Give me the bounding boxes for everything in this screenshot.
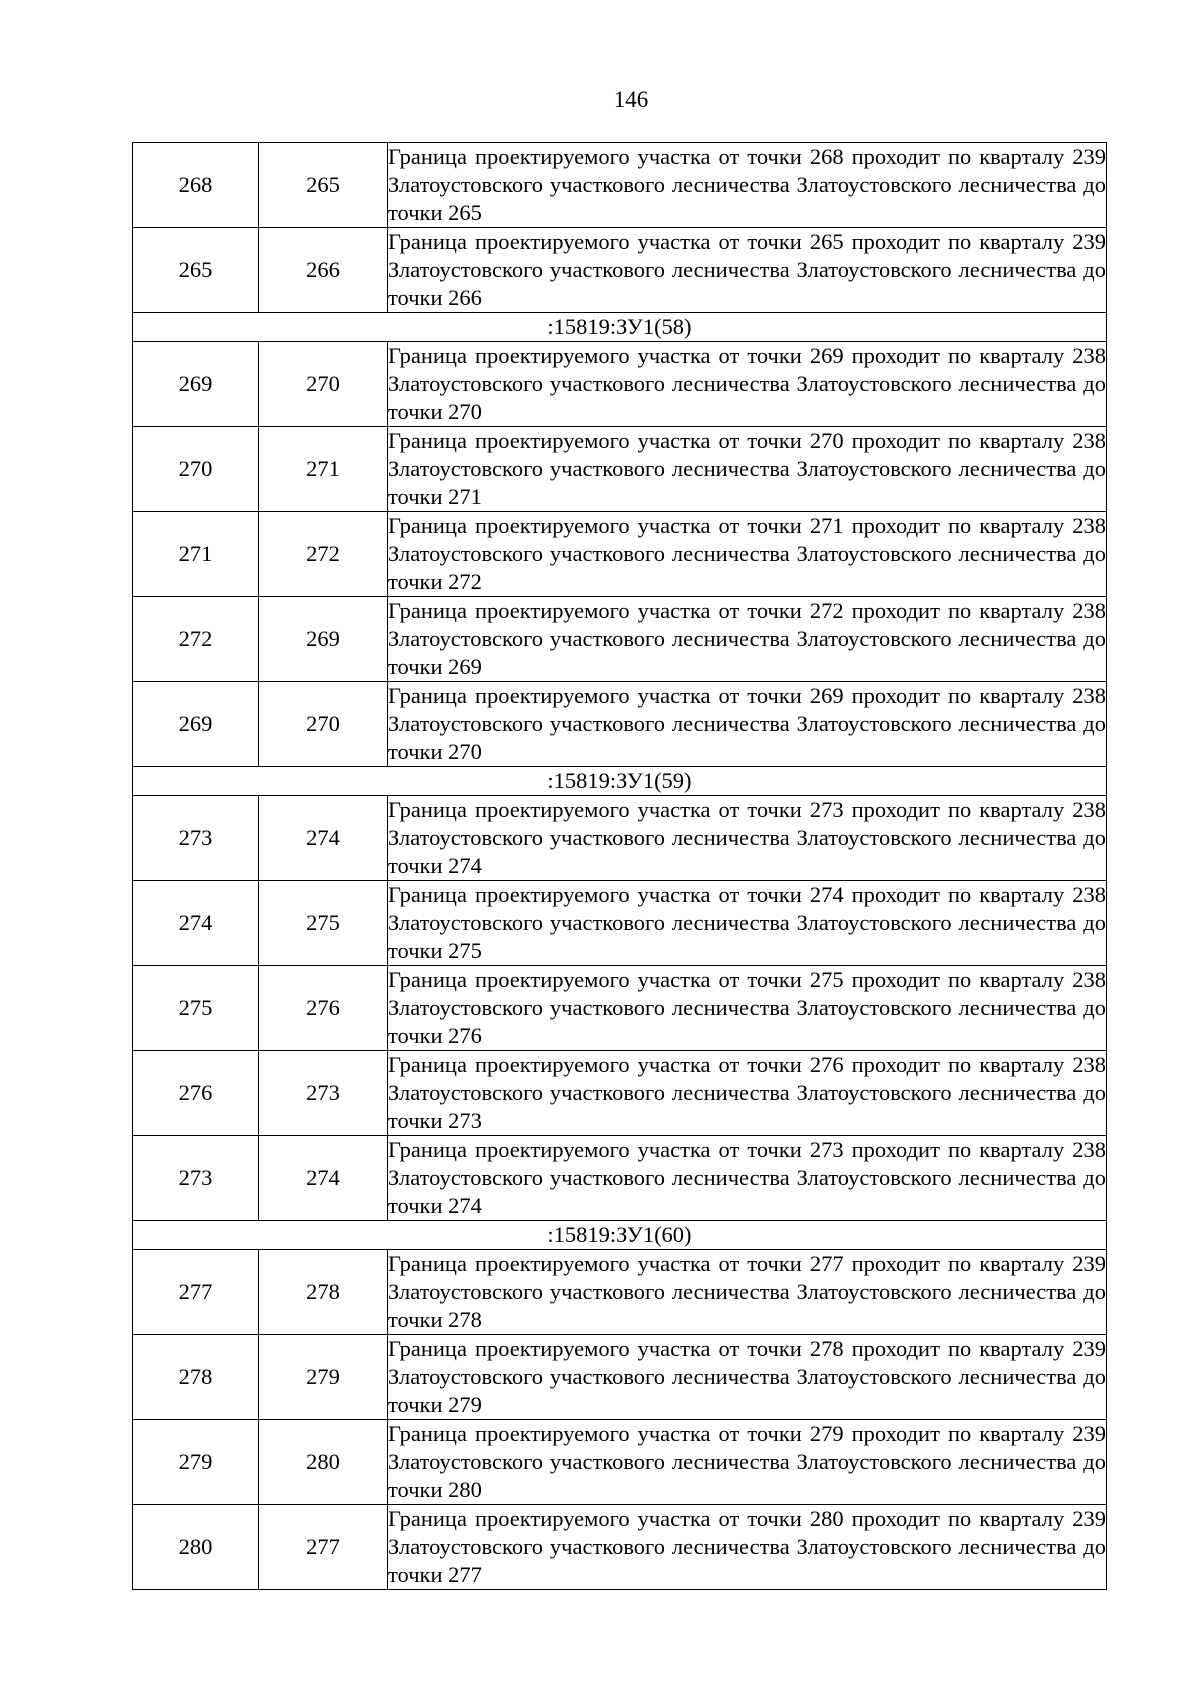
from-point-cell: 280 [133,1505,259,1590]
to-point-cell: 274 [259,796,388,881]
table-row [133,427,1107,512]
page-number: 146 [613,87,649,112]
table-row [133,143,1107,228]
from-point-cell: 271 [133,512,259,597]
description-cell: Граница проектируемого участка от точки 269 проходит по кварталу 238 Златоустовского участкового лесничества Златоустовского лесничества до точки 270 [388,682,1107,767]
table-row [133,1250,1107,1335]
from-point-cell: 273 [133,796,259,881]
description-cell: Граница проектируемого участка от точки 277 проходит по кварталу 239 Златоустовского участкового лесничества Златоустовского лесничества до точки 278 [388,1250,1107,1335]
to-point-cell: 280 [259,1420,388,1505]
from-point-cell: 278 [133,1335,259,1420]
from-point-cell: 273 [133,1136,259,1221]
from-point-cell: 276 [133,1051,259,1136]
description-cell: Граница проектируемого участка от точки 271 проходит по кварталу 238 Златоустовского участкового лесничества Златоустовского лесничества до точки 272 [388,512,1107,597]
to-point-cell: 270 [259,682,388,767]
table-row [133,1335,1107,1420]
from-point-cell: 268 [133,143,259,228]
description-cell: Граница проектируемого участка от точки 269 проходит по кварталу 238 Златоустовского участкового лесничества Златоустовского лесничества до точки 270 [388,342,1107,427]
from-point-cell: 270 [133,427,259,512]
section-header-row [133,767,1107,796]
table-row [133,1051,1107,1136]
section-label: :15819:ЗУ1(60) [133,1221,1107,1250]
boundary-table [132,142,1107,1590]
description-cell: Граница проектируемого участка от точки 274 проходит по кварталу 238 Златоустовского участкового лесничества Златоустовского лесничества до точки 275 [388,881,1107,966]
table-row [133,1136,1107,1221]
from-point-cell: 274 [133,881,259,966]
from-point-cell: 279 [133,1420,259,1505]
to-point-cell: 276 [259,966,388,1051]
description-cell: Граница проектируемого участка от точки 275 проходит по кварталу 238 Златоустовского участкового лесничества Златоустовского лесничества до точки 276 [388,966,1107,1051]
to-point-cell: 271 [259,427,388,512]
from-point-cell: 277 [133,1250,259,1335]
table-body [133,143,1107,1590]
description-cell: Граница проектируемого участка от точки 280 проходит по кварталу 239 Златоустовского участкового лесничества Златоустовского лесничества до точки 277 [388,1505,1107,1590]
to-point-cell: 265 [259,143,388,228]
table-row [133,881,1107,966]
section-label: :15819:ЗУ1(58) [133,313,1107,342]
table-row [133,966,1107,1051]
to-point-cell: 277 [259,1505,388,1590]
table-row [133,597,1107,682]
from-point-cell: 275 [133,966,259,1051]
description-cell: Граница проектируемого участка от точки 272 проходит по кварталу 238 Златоустовского участкового лесничества Златоустовского лесничества до точки 269 [388,597,1107,682]
section-header-row [133,1221,1107,1250]
table-row [133,1505,1107,1590]
description-cell: Граница проектируемого участка от точки 265 проходит по кварталу 239 Златоустовского участкового лесничества Златоустовского лесничества до точки 266 [388,228,1107,313]
from-point-cell: 269 [133,342,259,427]
table-row [133,228,1107,313]
table-row [133,796,1107,881]
from-point-cell: 265 [133,228,259,313]
to-point-cell: 279 [259,1335,388,1420]
description-cell: Граница проектируемого участка от точки 278 проходит по кварталу 239 Златоустовского участкового лесничества Златоустовского лесничества до точки 279 [388,1335,1107,1420]
section-header-row [133,313,1107,342]
to-point-cell: 274 [259,1136,388,1221]
table-row [133,342,1107,427]
description-cell: Граница проектируемого участка от точки 270 проходит по кварталу 238 Златоустовского участкового лесничества Златоустовского лесничества до точки 271 [388,427,1107,512]
description-cell: Граница проектируемого участка от точки 273 проходит по кварталу 238 Златоустовского участкового лесничества Златоустовского лесничества до точки 274 [388,796,1107,881]
to-point-cell: 275 [259,881,388,966]
description-cell: Граница проектируемого участка от точки 279 проходит по кварталу 239 Златоустовского участкового лесничества Златоустовского лесничества до точки 280 [388,1420,1107,1505]
from-point-cell: 272 [133,597,259,682]
description-cell: Граница проектируемого участка от точки 273 проходит по кварталу 238 Златоустовского участкового лесничества Златоустовского лесничества до точки 274 [388,1136,1107,1221]
to-point-cell: 266 [259,228,388,313]
from-point-cell: 269 [133,682,259,767]
to-point-cell: 270 [259,342,388,427]
table-row [133,1420,1107,1505]
to-point-cell: 269 [259,597,388,682]
table-row [133,512,1107,597]
description-cell: Граница проектируемого участка от точки 276 проходит по кварталу 238 Златоустовского участкового лесничества Златоустовского лесничества до точки 273 [388,1051,1107,1136]
table-row [133,682,1107,767]
section-label: :15819:ЗУ1(59) [133,767,1107,796]
to-point-cell: 278 [259,1250,388,1335]
to-point-cell: 272 [259,512,388,597]
description-cell: Граница проектируемого участка от точки 268 проходит по кварталу 239 Златоустовского участкового лесничества Златоустовского лесничества до точки 265 [388,143,1107,228]
to-point-cell: 273 [259,1051,388,1136]
